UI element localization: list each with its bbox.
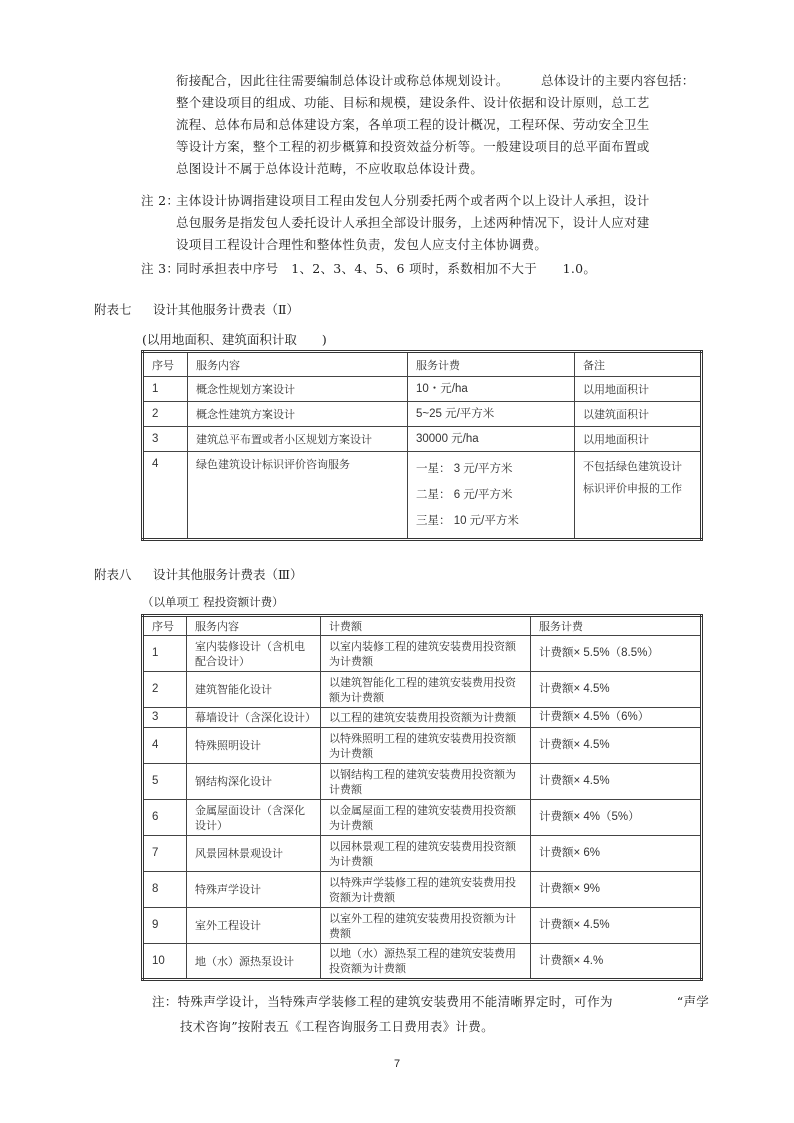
row-number: 2 <box>143 672 187 708</box>
table-row <box>143 377 702 402</box>
table7-header-cell: 备注 <box>575 352 702 377</box>
table7-header-cell: 序号 <box>143 352 188 377</box>
intro-line: 衔接配合，因此往往需要编制总体设计或称总体规划设计。 总体设计的主要内容包括： <box>176 73 695 88</box>
note-2-label: 注 2： <box>141 193 180 208</box>
row-number: 7 <box>143 836 187 872</box>
note-3-label: 注 3： <box>141 261 180 276</box>
fee-base: 以工程的建筑安装费用投资额为计费额 <box>321 708 531 728</box>
table8-header-row <box>143 616 702 636</box>
table-row <box>143 728 702 764</box>
footnote-line-2: 技术咨询”按附表五《工程咨询服务工日费用表》计费。 <box>180 1019 494 1034</box>
table7-header-cell: 服务计费 <box>408 352 575 377</box>
service-fee: 计费额× 4.5% <box>531 764 702 800</box>
remark: 不包括绿色建筑设计标识评价申报的工作 <box>575 452 702 540</box>
service-content: 室内装修设计（含机电配合设计） <box>187 636 321 672</box>
table-row <box>143 872 702 908</box>
table-row <box>143 836 702 872</box>
page-number: 7 <box>394 1058 401 1070</box>
row-number: 6 <box>143 800 187 836</box>
table7-header-row <box>143 352 702 377</box>
table-row <box>143 402 702 427</box>
fee-base: 以钢结构工程的建筑安装费用投资额为计费额 <box>321 764 531 800</box>
table7-heading-number: 附表七 <box>94 302 132 317</box>
table8-header-cell: 服务内容 <box>187 616 321 636</box>
table-row <box>143 427 702 452</box>
intro-line: 等设计方案，整个工程的初步概算和投资效益分析等。一般建设项目的总平面布置或 <box>176 139 650 154</box>
service-content: 特殊照明设计 <box>187 728 321 764</box>
table8-heading-title: 设计其他服务计费表（Ⅲ） <box>153 567 303 582</box>
table8 <box>141 614 703 981</box>
service-fee: 10・元/ha <box>408 377 575 402</box>
service-fee: 计费额× 4.5%（6%） <box>531 708 702 728</box>
row-number: 3 <box>143 427 188 452</box>
service-content: 建筑总平布置或者小区规划方案设计 <box>188 427 408 452</box>
service-fee: 30000 元/ha <box>408 427 575 452</box>
service-content: 地（水）源热泵设计 <box>187 944 321 980</box>
table-row <box>143 708 702 728</box>
service-fee: 计费额× 9% <box>531 872 702 908</box>
table7-subtitle: (以用地面积、建筑面积计取 ) <box>142 332 327 347</box>
row-number: 9 <box>143 908 187 944</box>
service-fee: 计费额× 4%（5%） <box>531 800 702 836</box>
remark: 以用地面积计 <box>575 427 702 452</box>
service-fee: 计费额× 5.5%（8.5%） <box>531 636 702 672</box>
service-content: 风景园林景观设计 <box>187 836 321 872</box>
table-row <box>143 452 702 540</box>
service-content: 幕墙设计（含深化设计） <box>187 708 321 728</box>
intro-line: 流程、总体布局和总体建设方案，各单项工程的设计概况，工程环保、劳动安全卫生 <box>176 117 650 132</box>
fee-base: 以特殊声学装修工程的建筑安装费用投资额为计费额 <box>321 872 531 908</box>
service-fee: 5~25 元/平方米 <box>408 402 575 427</box>
row-number: 1 <box>143 377 188 402</box>
table-row <box>143 908 702 944</box>
table-row <box>143 944 702 980</box>
row-number: 10 <box>143 944 187 980</box>
row-number: 4 <box>143 452 188 540</box>
table-row <box>143 764 702 800</box>
row-number: 4 <box>143 728 187 764</box>
row-number: 5 <box>143 764 187 800</box>
fee-base: 以建筑智能化工程的建筑安装费用投资额为计费额 <box>321 672 531 708</box>
tier-two-star: 二星： 6 元/平方米 <box>416 489 513 501</box>
fee-base: 以室内装修工程的建筑安装费用投资额为计费额 <box>321 636 531 672</box>
footnote-line-1: 注：特殊声学设计，当特殊声学装修工程的建筑安装费用不能清晰界定时，可作为 “声学 <box>152 994 710 1009</box>
service-content: 特殊声学设计 <box>187 872 321 908</box>
remark: 以建筑面积计 <box>575 402 702 427</box>
service-content: 室外工程设计 <box>187 908 321 944</box>
note-3-text: 同时承担表中序号 1、2、3、4、5、6 项时，系数相加不大于 1.0。 <box>176 261 597 276</box>
table-row <box>143 800 702 836</box>
service-fee: 计费额× 4.5% <box>531 672 702 708</box>
service-content: 绿色建筑设计标识评价咨询服务 <box>188 452 408 540</box>
service-fee: 计费额× 4.5% <box>531 908 702 944</box>
service-content: 概念性建筑方案设计 <box>188 402 408 427</box>
fee-base: 以地（水）源热泵工程的建筑安装费用投资额为计费额 <box>321 944 531 980</box>
table-row <box>143 672 702 708</box>
service-fee: 计费额× 6% <box>531 836 702 872</box>
table7-header-cell: 服务内容 <box>188 352 408 377</box>
intro-line: 整个建设项目的组成、功能、目标和规模，建设条件、设计依据和设计原则，总工艺 <box>176 95 650 110</box>
service-fee: 计费额× 4.5% <box>531 728 702 764</box>
table8-header-cell: 序号 <box>143 616 187 636</box>
note-2-line: 设项目工程设计合理性和整体性负责，发包人应支付主体协调费。 <box>176 237 548 252</box>
fee-base: 以金属屋面工程的建筑安装费用投资额为计费额 <box>321 800 531 836</box>
tier-three-star: 三星： 10 元/平方米 <box>416 515 519 527</box>
table-row <box>143 636 702 672</box>
service-fee: 计费额× 4.% <box>531 944 702 980</box>
service-content: 金属屋面设计（含深化设计） <box>187 800 321 836</box>
service-content: 钢结构深化设计 <box>187 764 321 800</box>
row-number: 2 <box>143 402 188 427</box>
table7-heading-title: 设计其他服务计费表（Ⅱ） <box>153 302 299 317</box>
fee-base: 以园林景观工程的建筑安装费用投资额为计费额 <box>321 836 531 872</box>
table8-header-cell: 计费额 <box>321 616 531 636</box>
row-number: 1 <box>143 636 187 672</box>
tier-one-star: 一星： 3 元/平方米 <box>416 463 513 475</box>
service-content: 概念性规划方案设计 <box>188 377 408 402</box>
table7 <box>141 350 703 541</box>
intro-paragraph <box>176 70 695 180</box>
row-number: 3 <box>143 708 187 728</box>
table8-heading-number: 附表八 <box>94 567 132 582</box>
table8-subtitle: （以单项工 程投资额计费） <box>142 595 284 609</box>
fee-base: 以特殊照明工程的建筑安装费用投资额为计费额 <box>321 728 531 764</box>
note-2-line: 主体设计协调指建设项目工程由发包人分别委托两个或者两个以上设计人承担，设计 <box>176 193 650 208</box>
service-content: 建筑智能化设计 <box>187 672 321 708</box>
table8-header-cell: 服务计费 <box>531 616 702 636</box>
note-2-line: 总包服务是指发包人委托设计人承担全部设计服务，上述两种情况下，设计人应对建 <box>176 215 650 230</box>
intro-line: 总图设计不属于总体设计范畴，不应收取总体设计费。 <box>176 161 484 176</box>
note-2-body <box>176 190 650 256</box>
row-number: 8 <box>143 872 187 908</box>
remark: 以用地面积计 <box>575 377 702 402</box>
fee-base: 以室外工程的建筑安装费用投资额为计费额 <box>321 908 531 944</box>
service-fee-tiers <box>408 452 575 540</box>
